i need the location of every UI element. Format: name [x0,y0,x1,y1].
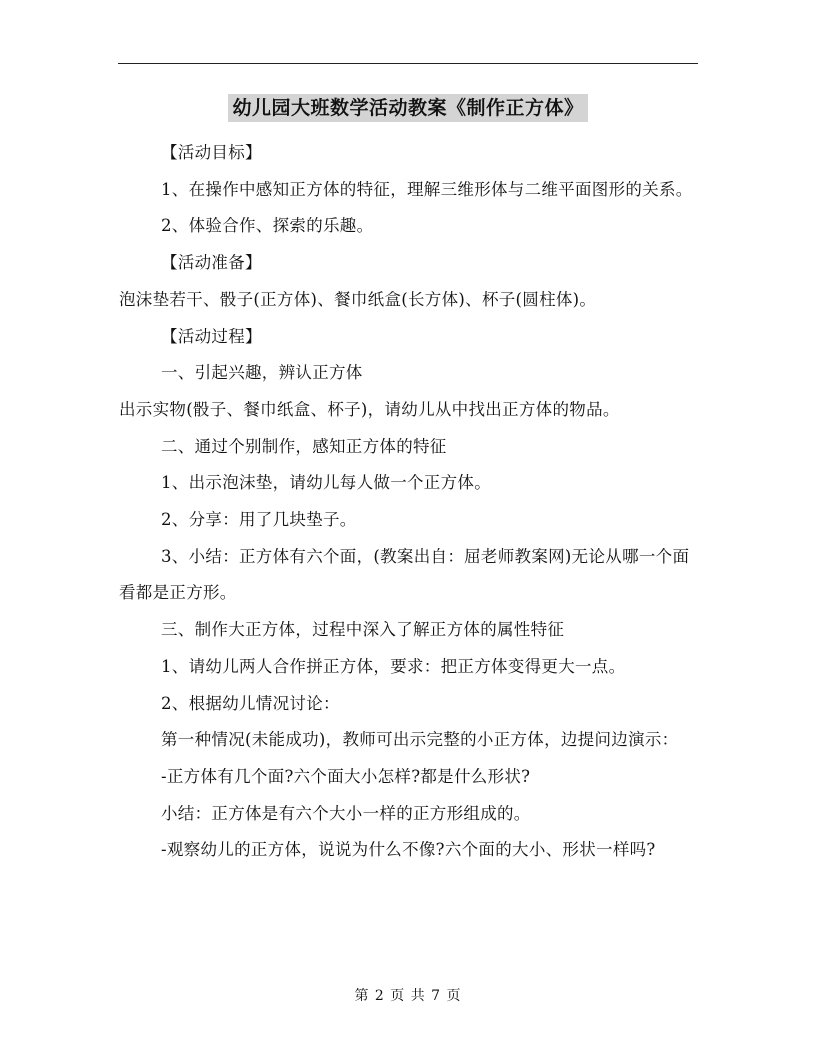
paragraph: 二、通过个别制作，感知正方体的特征 [161,436,447,456]
paragraph: 2、分享：用了几块垫子。 [161,510,357,530]
paragraph: 3、小结：正方体有六个面，(教案出自：屈老师教案网)无论从哪一个面看都是正方形。 [119,546,690,603]
page-footer: 第 2 页 共 7 页 [354,988,462,1004]
document-body [119,135,699,869]
paragraph: 出示实物(骰子、餐巾纸盒、杯子)，请幼儿从中找出正方体的物品。 [119,399,620,419]
paragraph: 2、根据幼儿情况讨论： [161,693,340,713]
paragraph: 1、在操作中感知正方体的特征，理解三维形体与二维平面图形的关系。 [161,179,693,199]
header-rule [118,63,698,64]
paragraph: 1、请幼儿两人合作拼正方体，要求：把正方体变得更大一点。 [161,656,626,676]
title-container [0,94,816,122]
document-title: 幼儿园大班数学活动教案《制作正方体》 [228,94,587,122]
paragraph: -正方体有几个面?六个面大小怎样?都是什么形状? [161,766,531,786]
paragraph: 三、制作大正方体，过程中深入了解正方体的属性特征 [161,620,565,640]
paragraph: -观察幼儿的正方体，说说为什么不像?六个面的大小、形状一样吗? [161,840,656,860]
paragraph: 【活动过程】 [161,326,262,346]
paragraph: 第一种情况(未能成功)，教师可出示完整的小正方体，边提问边演示： [161,730,679,750]
paragraph: 【活动目标】 [161,143,262,162]
paragraph: 【活动准备】 [161,253,262,273]
paragraph: 泡沫垫若干、骰子(正方体)、餐巾纸盒(长方体)、杯子(圆柱体)。 [119,289,597,309]
paragraph: 一、引起兴趣，辨认正方体 [161,363,363,383]
paragraph: 1、出示泡沫垫，请幼儿每人做一个正方体。 [161,473,491,493]
paragraph: 小结：正方体是有六个大小一样的正方形组成的。 [161,803,531,823]
paragraph: 2、体验合作、探索的乐趣。 [161,216,374,236]
